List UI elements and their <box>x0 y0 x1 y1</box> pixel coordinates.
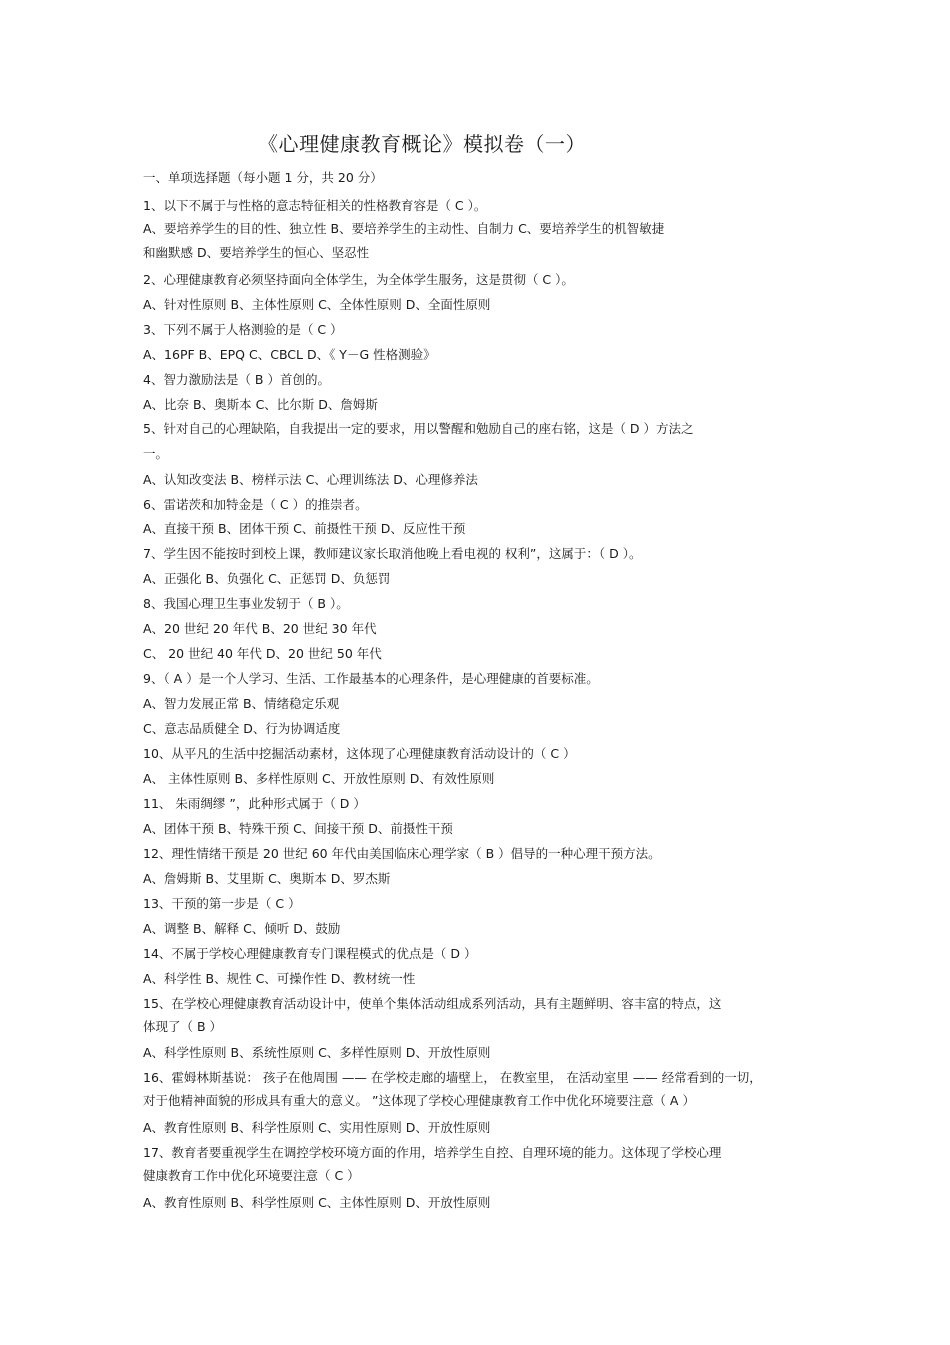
text-line: 健康教育工作中优化环境要注意（ C ） <box>143 1168 360 1183</box>
text-line: A、16PF B、EPQ C、CBCL D、《 Y－G 性格测验》 <box>143 347 436 362</box>
text-line: C、意志品质健全 D、行为协调适度 <box>143 721 341 736</box>
text-line: 3、下列不属于人格测验的是（ C ） <box>143 322 343 337</box>
text-line: 对于他精神面貌的形成具有重大的意义。 ”这体现了学校心理健康教育工作中优化环境要注意（ A ） <box>143 1093 695 1108</box>
text-line: A、团体干预 B、特殊干预 C、间接干预 D、前摄性干预 <box>143 821 453 836</box>
text-line: A、要培养学生的目的性、独立性 B、要培养学生的主动性、自制力 C、要培养学生的机智敏捷 <box>143 221 665 236</box>
text-line: 9、（ A ）是一个人学习、生活、工作最基本的心理条件，是心理健康的首要标准。 <box>143 671 599 686</box>
text-line: A、教育性原则 B、科学性原则 C、主体性原则 D、开放性原则 <box>143 1195 491 1210</box>
text-line: 16、霍姆林斯基说： 孩子在他周围 —— 在学校走廊的墙壁上， 在教室里， 在活动室里 —— 经常看到的一切， <box>143 1070 762 1085</box>
text-line: 7、学生因不能按时到校上课，教师建议家长取消他晚上看电视的 权利”，这属于：（ D ）。 <box>143 546 642 561</box>
text-line: 1、以下不属于与性格的意志特征相关的性格教育容是（ C ）。 <box>143 198 487 213</box>
text-line: A、教育性原则 B、科学性原则 C、实用性原则 D、开放性原则 <box>143 1120 491 1135</box>
text-line: 8、我国心理卫生事业发轫于（ B ）。 <box>143 596 349 611</box>
text-line: 5、针对自己的心理缺陷，自我提出一定的要求，用以警醒和勉励自己的座右铭，这是（ D ）方法之 <box>143 421 694 436</box>
text-line: 和幽默感 D、要培养学生的恒心、坚忍性 <box>143 245 370 260</box>
text-line: 2、心理健康教育必须坚持面向全体学生，为全体学生服务，这是贯彻（ C ）。 <box>143 272 574 287</box>
text-line: A、科学性原则 B、系统性原则 C、多样性原则 D、开放性原则 <box>143 1045 491 1060</box>
text-line: 一、单项选择题（每小题 1 分，共 20 分） <box>143 170 383 185</box>
text-line: 17、教育者要重视学生在调控学校环境方面的作用，培养学生自控、自理环境的能力。这体现了学校心理 <box>143 1145 722 1160</box>
text-line: 4、智力激励法是（ B ）首创的。 <box>143 372 330 387</box>
text-line: 6、雷诺茨和加特金是（ C ）的推崇者。 <box>143 497 368 512</box>
text-line: C、 20 世纪 40 年代 D、20 世纪 50 年代 <box>143 646 382 661</box>
text-line: A、 主体性原则 B、多样性原则 C、开放性原则 D、有效性原则 <box>143 771 495 786</box>
text-line: A、詹姆斯 B、艾里斯 C、奥斯本 D、罗杰斯 <box>143 871 391 886</box>
text-line: A、针对性原则 B、主体性原则 C、全体性原则 D、全面性原则 <box>143 297 491 312</box>
text-line: A、直接干预 B、团体干预 C、前摄性干预 D、反应性干预 <box>143 521 466 536</box>
text-line: A、科学性 B、规性 C、可操作性 D、教材统一性 <box>143 971 416 986</box>
text-line: A、正强化 B、负强化 C、正惩罚 D、负惩罚 <box>143 571 391 586</box>
exam-title: 《心理健康教育概论》模拟卷（一） <box>258 132 586 156</box>
text-line: 一。 <box>143 446 169 461</box>
text-line: 12、理性情绪干预是 20 世纪 60 年代由美国临床心理学家（ B ）倡导的一种心理干预方法。 <box>143 846 661 861</box>
text-line: 11、 朱雨绸缪 ”，此种形式属于（ D ） <box>143 796 366 811</box>
text-line: 10、从平凡的生活中挖掘活动素材，这体现了心理健康教育活动设计的（ C ） <box>143 746 576 761</box>
text-line: 13、干预的第一步是（ C ） <box>143 896 301 911</box>
text-line: A、认知改变法 B、榜样示法 C、心理训练法 D、心理修养法 <box>143 472 478 487</box>
text-line: 14、不属于学校心理健康教育专门课程模式的优点是（ D ） <box>143 946 477 961</box>
text-line: A、调整 B、解释 C、倾听 D、鼓励 <box>143 921 341 936</box>
text-line: A、智力发展正常 B、情绪稳定乐观 <box>143 696 340 711</box>
text-line: A、20 世纪 20 年代 B、20 世纪 30 年代 <box>143 621 377 636</box>
text-line: A、比奈 B、奥斯本 C、比尔斯 D、詹姆斯 <box>143 397 378 412</box>
text-line: 体现了（ B ） <box>143 1019 223 1034</box>
text-line: 15、在学校心理健康教育活动设计中，使单个集体活动组成系列活动，具有主题鲜明、容丰富的特点，这 <box>143 996 722 1011</box>
